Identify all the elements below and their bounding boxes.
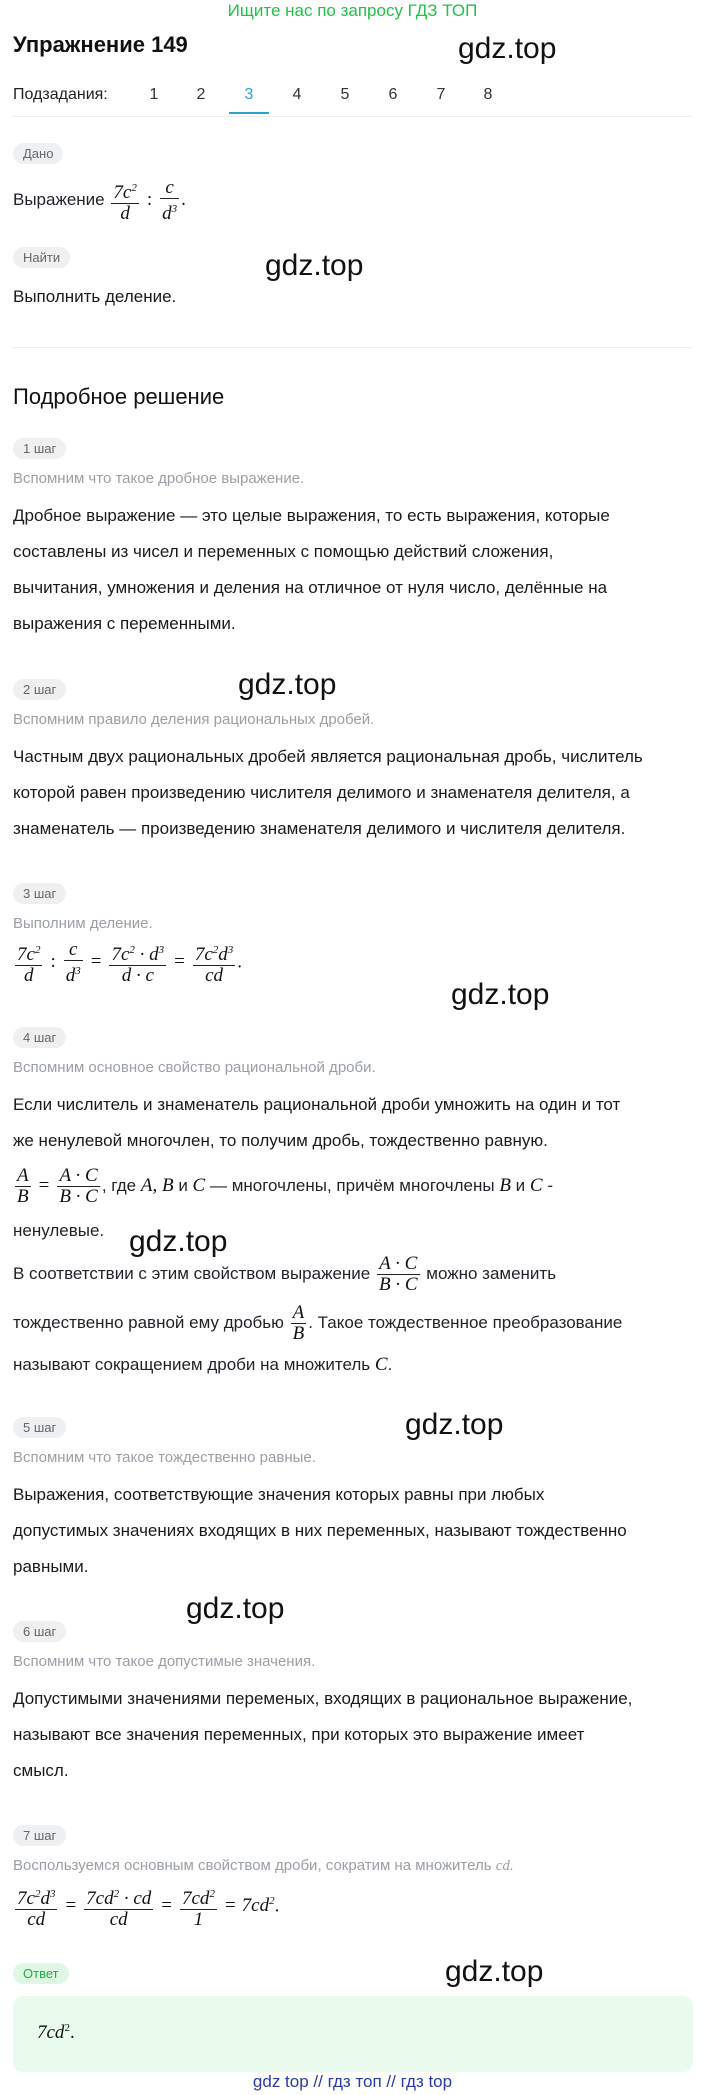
active-tab-indicator [229,112,269,114]
step-text: Выражения, соответствующие значения которых равны при любых допустимых значениях входящих в них переменных, называют тождественно равными. [13,1485,627,1576]
reduction-text-3: называют сокращением дроби на множитель C. [13,1354,393,1375]
reduction-text-1: В соответствии с этим свойством выражение $\frac{A \cdot C}{B \cdot C}$ можно заменить [13,1253,557,1295]
divider [13,116,691,117]
subtask-tab-2[interactable]: 2 [196,86,206,103]
reduction-text-2: тождественно равной ему дробью $\frac{A}{B}$ . Такое тождественное преобразование [13,1302,623,1344]
search-banner[interactable]: Ищите нас по запросу ГДЗ ТОП [227,1,478,20]
step-text: Частным двух рациональных дробей является рациональная дробь, числитель которой равен произведению числителя делимого и знаменателя делителя, а знаменатель — произведению знаменателя делимого и числителя делителя. [13,747,643,838]
watermark: gdz.top [445,1955,544,1988]
answer-box [13,1996,693,2072]
step-hint: Вспомним основное свойство рациональной дроби. [13,1059,376,1076]
step-text: Допустимыми значениями переменых, входящих в рациональное выражение, называют все значения переменных, при которых это выражение имеет смысл. [13,1689,633,1780]
step-hint: Вспомним правило деления рациональных дробей. [13,711,375,728]
subtask-tab-1[interactable]: 1 [149,86,159,103]
reduction-formula: $\frac{7c^2d^3}{cd}$ = $\frac{7cd^2 \cdot cd}{cd}$ = $\frac{7cd^2}{1}$ = $7cd^2$. [13,1884,279,1930]
step-hint: Вспомним что такое тождественно равные. [13,1449,316,1466]
step-chip: 7 шаг [13,1825,66,1846]
step-chip: 5 шаг [13,1417,66,1438]
given-chip: Дано [13,143,63,164]
step-chip: 3 шаг [13,883,66,904]
property-formula: $\frac{A}{B}$ = $\frac{A \cdot C}{B \cdot C}$ , где A, B и C — многочлены, причём многочлены B и C - [17,1165,553,1207]
watermark: gdz.top [265,249,364,282]
watermark: gdz.top [129,1225,228,1258]
answer-value: $7cd^2$. [37,2022,75,2043]
subtask-tab-4[interactable]: 4 [292,86,302,103]
footer-links[interactable]: gdz top // гдз топ // гдз top [252,2072,453,2091]
subtasks-label: Подзадания: [13,86,108,103]
watermark: gdz.top [238,668,337,701]
step-hint: Вспомним что такое допустимые значения. [13,1653,316,1670]
step-hint: Воспользуемся основным свойством дроби, сократим на множитель cd. [13,1857,514,1874]
subtask-tab-7[interactable]: 7 [436,86,446,103]
step-hint: Вспомним что такое дробное выражение. [13,470,305,487]
step-text: Дробное выражение — это целые выражения, то есть выражения, которые составлены из чисел и переменных с помощью действий сложения, вычитания, умножения и деления на отличное от нуля число, делённые на выражения с переменными. [13,506,610,633]
solution-title: Подробное решение [13,384,225,409]
subtask-tab-3[interactable]: 3 [244,86,254,103]
property-formula-cont: ненулевые. [13,1221,105,1240]
page-title: Упражнение 149 [13,32,188,57]
given-expression: Выражение $\frac{7c^2}{d}$ : $\frac{c}{d^3}$ . [13,176,186,224]
step-hint: Выполним деление. [13,915,153,932]
watermark: gdz.top [451,978,550,1011]
step-text: Если числитель и знаменатель рациональной дроби умножить на один и тот же ненулевой многочлен, то получим дробь, тождественно равную. [13,1095,621,1150]
watermark: gdz.top [405,1408,504,1441]
watermark: gdz.top [458,32,557,65]
answer-chip: Ответ [13,1963,69,1984]
step-chip: 6 шаг [13,1621,66,1642]
step-chip: 4 шаг [13,1027,66,1048]
find-text: Выполнить деление. [13,287,177,306]
subtask-tab-5[interactable]: 5 [340,86,350,103]
find-chip: Найти [13,247,70,268]
step-chip: 1 шаг [13,438,66,459]
given-lead: Выражение [13,190,105,209]
divider [13,347,691,348]
watermark: gdz.top [186,1592,285,1625]
subtask-tab-8[interactable]: 8 [483,86,493,103]
subtask-tab-6[interactable]: 6 [388,86,398,103]
division-formula: $\frac{7c^2}{d}$ : $\frac{c}{d^3}$ = $\frac{7c^2 \cdot d^3}{d \cdot c}$ = $\frac{7c^2d^3}{cd}$ . [17,939,243,986]
step-chip: 2 шаг [13,679,66,700]
